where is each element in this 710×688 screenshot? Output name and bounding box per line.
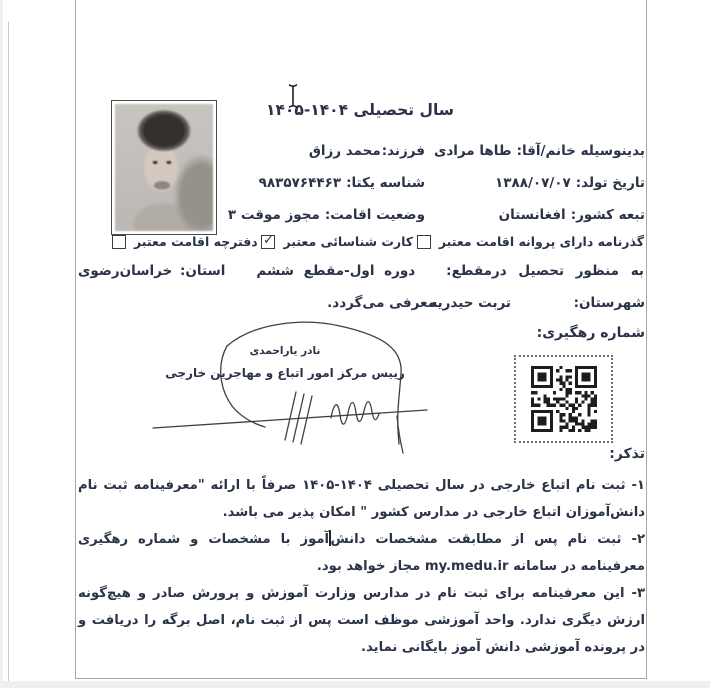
note-3: ۳- این معرفینامه برای ثبت نام در مدارس وزارت آموزش و پرورش صادر و هیچ‌گونه ارزش دیگری ندارد. واحد آموزشی موظف است پس از ثبت نام، اصل برگه را دریافت و در پرونده آموزشی دانش آموز بایگانی نماید. — [78, 586, 645, 655]
residence-booklet-checkbox[interactable] — [112, 235, 126, 249]
unique-id-field — [259, 175, 425, 191]
study-purpose-label: به منظور تحصیل درمقطع: — [446, 263, 644, 279]
qr-code-icon — [531, 366, 597, 432]
text-cursor-icon — [287, 83, 299, 113]
father-name-label: فرزند: — [381, 143, 425, 159]
id-card-checkbox[interactable] — [261, 235, 275, 249]
signer-title: رییس مرکز امور اتباع و مهاجرین خارجی — [165, 366, 405, 380]
id-card-checkbox-label: کارت شناسائی معتبر — [283, 234, 414, 249]
scan-page-edge-line — [8, 22, 9, 682]
scan-edge-strip — [0, 0, 3, 688]
study-purpose-row — [78, 263, 644, 279]
portrait-image — [115, 104, 213, 231]
father-name-field — [309, 143, 425, 159]
student-name-value: طاها مرادی — [433, 143, 512, 159]
residence-booklet-checkbox-group — [112, 234, 258, 249]
nationality-value: افغانستان — [498, 207, 566, 223]
student-name-label: بدینوسیله خانم/آقا: — [516, 143, 645, 159]
county-label: شهرستان: — [573, 295, 645, 311]
signature-block — [135, 316, 435, 466]
note-2-before: ۲- ثبت نام پس از مطابقت مشخصات دانش — [330, 532, 645, 547]
nationality-label: تبعه کشور: — [570, 207, 645, 223]
notice-heading: تذکر: — [609, 446, 645, 462]
county-value: تربت حیدریه — [429, 295, 511, 311]
note-2-after: آموز با مشخصات و شماره رهگیری معرفینامه در سامانه my.medu.ir مجاز خواهد بود. — [78, 532, 645, 574]
scan-bottom-strip — [0, 681, 710, 688]
academic-year-title: سال تحصیلی ۱۴۰۴-۱۴۰۵ — [265, 101, 455, 119]
province-field — [78, 263, 225, 279]
father-name-value: محمد رزاق — [308, 143, 381, 159]
residence-status-field — [228, 207, 425, 223]
signature-scribble-icon — [135, 316, 435, 466]
passport-checkbox[interactable] — [417, 235, 431, 249]
birth-date-field — [495, 175, 645, 191]
residence-status-label: وضعیت اقامت: — [324, 207, 425, 223]
signer-name: نادر یاراحمدی — [249, 345, 321, 357]
qr-code-box — [514, 355, 613, 443]
note-2 — [78, 526, 645, 580]
province-value: خراسان‌رضوی — [78, 263, 173, 279]
passport-checkbox-label: گذرنامه دارای پروانه اقامت معتبر — [438, 234, 644, 249]
passport-checkbox-group — [417, 234, 644, 249]
birth-date-value: ۱۳۸۸/۰۷/۰۷ — [495, 175, 571, 191]
student-name-field — [434, 143, 645, 159]
note-1: ۱- ثبت نام اتباع خارجی در سال تحصیلی ۱۴۰۴-۱۴۰۵ صرفاً با ارائه "معرفینامه ثبت نام دانش‌آموزان اتباع خارجی در مدارس کشور " امکان پذیر می باشد. — [78, 478, 645, 520]
closing-text: معرفی می‌گردد. — [327, 295, 436, 311]
nationality-field — [499, 207, 645, 223]
unique-id-label: شناسه یکتا: — [346, 175, 425, 191]
id-card-checkbox-group — [261, 234, 413, 249]
valid-documents-row — [112, 234, 644, 249]
residence-status-value: مجوز موقت ۳ — [227, 207, 320, 223]
study-grade-value: دوره اول-مقطع ششم — [256, 263, 416, 279]
province-label: استان: — [179, 263, 226, 279]
check-icon: ✓ — [263, 233, 274, 248]
residence-booklet-checkbox-label: دفترچه اقامت معتبر — [134, 234, 258, 249]
birth-date-label: تاریخ تولد: — [575, 175, 645, 191]
tracking-number-label: شماره رهگیری: — [536, 325, 645, 341]
student-photo — [111, 100, 217, 235]
unique-id-value: ۹۸۳۵۷۶۴۴۶۳ — [258, 175, 342, 191]
notice-notes — [78, 472, 645, 661]
